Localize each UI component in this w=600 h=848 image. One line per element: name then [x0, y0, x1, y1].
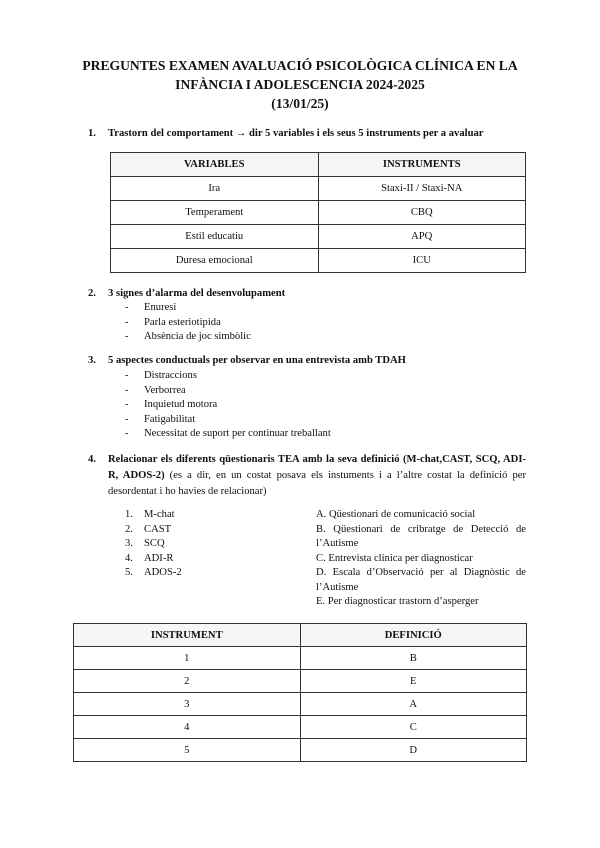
list-item: B. Qüestionari de cribratge de Detecció de l’Autisme	[316, 523, 526, 549]
list-item	[125, 566, 182, 581]
instrument-definition-table	[73, 623, 527, 762]
item-number: 1.	[125, 509, 133, 520]
question-number: 2.	[88, 288, 96, 299]
list-item: - Inquietud motora	[125, 398, 331, 413]
item-number: 5.	[125, 567, 133, 578]
item-label: SCQ	[144, 538, 165, 549]
table-row	[111, 201, 526, 225]
table-row	[74, 670, 527, 693]
item-number: 3.	[125, 538, 133, 549]
column-header: INSTRUMENTS	[318, 153, 526, 177]
list-item: - Necessitat de suport per continuar treballant	[125, 427, 331, 442]
question-text: 3 signes d’alarma del desenvolupament	[108, 288, 286, 299]
alarm-signs-list	[125, 301, 251, 345]
question-number: 1.	[88, 128, 96, 139]
table-cell: 2	[74, 670, 301, 693]
table-row	[111, 249, 526, 273]
list-item: D. Escala d’Observació per al Diagnòstic de l’Autisme	[316, 567, 526, 593]
column-header: INSTRUMENT	[74, 624, 301, 647]
column-header: VARIABLES	[111, 153, 319, 177]
table-cell: D	[300, 739, 527, 762]
table-row	[74, 739, 527, 762]
table-row	[111, 177, 526, 201]
table-header-row	[111, 153, 526, 177]
table-cell: C	[300, 716, 527, 739]
definitions-list	[316, 508, 526, 610]
table-cell: Staxi-II / Staxi-NA	[318, 177, 526, 201]
question-note: (es a dir, en un costat posava els instuments i a l’altre costat la definició per desordentat i ho havies de relacionar)	[108, 470, 526, 497]
table-row	[111, 225, 526, 249]
list-item: A. Qüestionari de comunicació social	[316, 509, 476, 520]
list-item: - Fatigabilitat	[125, 413, 331, 428]
table-cell: APQ	[318, 225, 526, 249]
list-item: - Parla esteriotipida	[125, 316, 251, 331]
item-label: ADOS-2	[144, 567, 182, 578]
list-item: - Enuresi	[125, 301, 251, 316]
item-number: 2.	[125, 523, 133, 535]
instruments-list	[125, 508, 182, 581]
list-item	[125, 552, 182, 567]
table-cell: 4	[74, 716, 301, 739]
table-cell: B	[300, 647, 527, 670]
behavioral-aspects-list	[125, 369, 331, 442]
table-row	[74, 716, 527, 739]
table-header-row	[74, 624, 527, 647]
list-item	[125, 508, 182, 523]
title-line-1: PREGUNTES EXAMEN AVALUACIÓ PSICOLÒGICA CLÍNICA EN LA	[82, 58, 518, 73]
table-cell: Duresa emocional	[111, 249, 319, 273]
table-cell: Ira	[111, 177, 319, 201]
list-item: - Distraccions	[125, 369, 331, 384]
list-item	[125, 537, 182, 552]
variables-instruments-table	[110, 152, 526, 273]
item-number: 4.	[125, 552, 133, 564]
question-4	[108, 452, 526, 500]
page-title	[40, 56, 560, 113]
list-item: C. Entrevista clínica per diagnosticar	[316, 552, 473, 564]
table-cell: CBQ	[318, 201, 526, 225]
list-item	[125, 523, 182, 538]
list-item: E. Per diagnosticar trastorn d’asperger	[316, 596, 479, 607]
table-cell: E	[300, 670, 527, 693]
table-cell: 5	[74, 739, 301, 762]
item-label: M-chat	[144, 509, 175, 520]
question-text: Relacionar els diferents qüestionaris TEA amb la seva definició (M-chat,CAST, SCQ, ADI-R, ADOS-2)	[108, 454, 526, 481]
title-line-2: INFÀNCIA I ADOLESCENCIA 2024-2025	[175, 77, 425, 92]
title-date: (13/01/25)	[271, 96, 329, 111]
column-header: DEFINICIÓ	[300, 624, 527, 647]
question-number: 4.	[88, 454, 96, 465]
list-item: - Verborrea	[125, 384, 331, 399]
table-cell: 1	[74, 647, 301, 670]
table-row	[74, 647, 527, 670]
table-row	[74, 693, 527, 716]
list-item: - Absència de joc simbòlic	[125, 330, 251, 345]
table-cell: ICU	[318, 249, 526, 273]
table-cell: 3	[74, 693, 301, 716]
question-text: 5 aspectes conductuals per observar en una entrevista amb TDAH	[108, 355, 406, 366]
table-cell: A	[300, 693, 527, 716]
table-cell: Temperament	[111, 201, 319, 225]
item-label: ADI-R	[144, 552, 174, 564]
table-cell: Estil educatiu	[111, 225, 319, 249]
question-text: Trastorn del comportament → dir 5 variables i els seus 5 instruments per a avaluar	[108, 128, 484, 139]
item-label: CAST	[144, 523, 172, 535]
question-number: 3.	[88, 355, 96, 366]
